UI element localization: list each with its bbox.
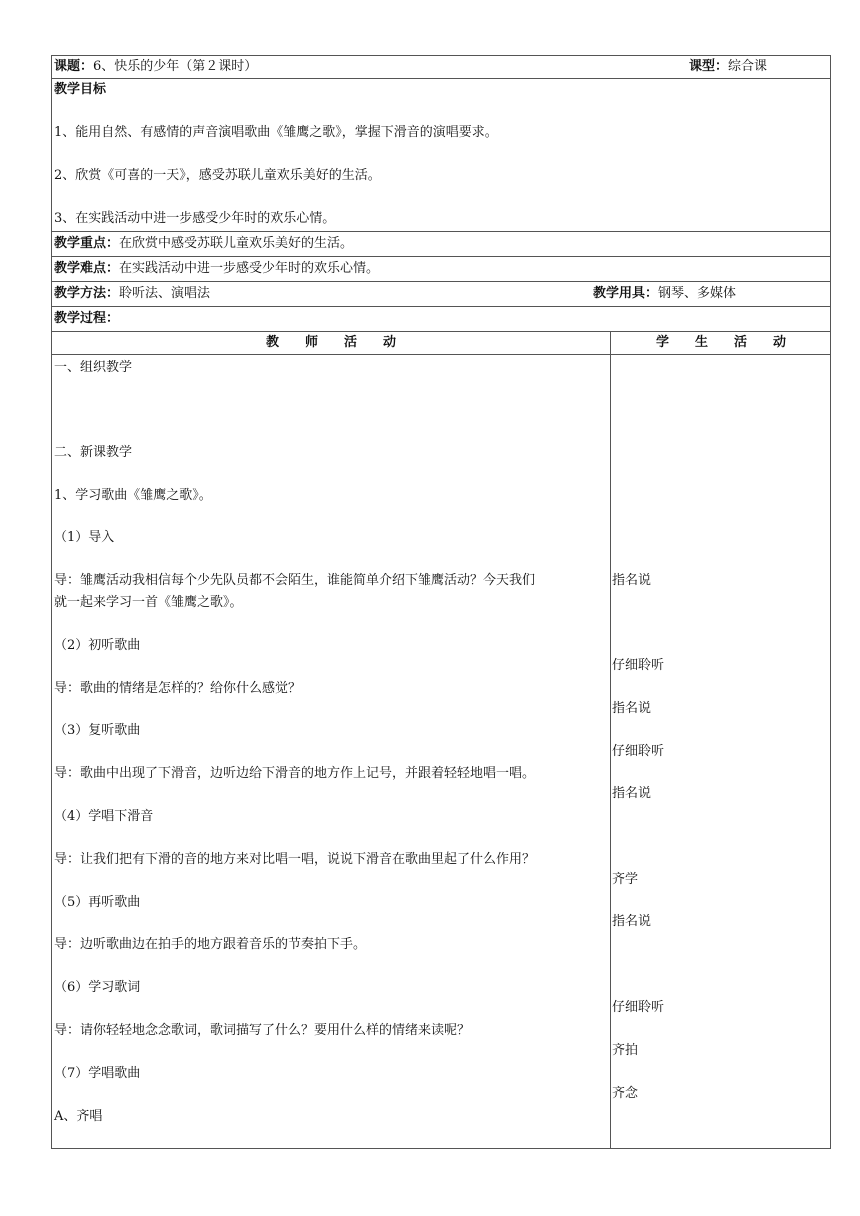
- teacher-line: 导：让我们把有下滑的音的地方来对比唱一唱，说说下滑音在歌曲里起了什么作用？: [54, 852, 536, 867]
- objectives-label: 教学目标: [54, 82, 107, 97]
- teacher-line: 就一起来学习一首《雏鹰之歌》。: [54, 595, 243, 610]
- type-value: 综合课: [728, 59, 768, 74]
- process-row: [52, 307, 830, 332]
- student-line: 指名说: [612, 701, 652, 716]
- student-line: 指名说: [612, 914, 652, 929]
- teacher-line: 导：请你轻轻地念念歌词，歌词描写了什么？要用什么样的情绪来读呢？: [54, 1023, 471, 1038]
- student-line: 齐拍: [612, 1043, 639, 1058]
- method-label: 教学方法：: [54, 286, 120, 301]
- teacher-line: （2）初听歌曲: [54, 638, 141, 653]
- teacher-line: 导：歌曲的情绪是怎样的？给你什么感觉？: [54, 681, 302, 696]
- process-label: 教学过程：: [54, 311, 120, 326]
- teacher-line: （1）导入: [54, 530, 115, 545]
- header-row: [52, 56, 830, 79]
- objective-item: 2、欣赏《可喜的一天》，感受苏联儿童欢乐美好的生活。: [54, 168, 381, 183]
- teacher-column-header: 教 师 活 动: [266, 335, 397, 350]
- teacher-line: （3）复听歌曲: [54, 723, 141, 738]
- teacher-line: （4）学唱下滑音: [54, 809, 154, 824]
- teacher-line: （6）学习歌词: [54, 980, 141, 995]
- student-line: 指名说: [612, 786, 652, 801]
- student-column-header: 学 生 活 动: [656, 335, 787, 350]
- student-line: 仔细聆听: [612, 744, 665, 759]
- lesson-plan-table: [51, 55, 831, 1149]
- type-label: 课型：: [689, 59, 729, 74]
- objectives-row: [52, 79, 830, 232]
- objective-item: 3、在实践活动中进一步感受少年时的欢乐心情。: [54, 211, 336, 226]
- teacher-line: 导：歌曲中出现了下滑音，边听边给下滑音的地方作上记号，并跟着轻轻地唱一唱。: [54, 766, 536, 781]
- key-point-label: 教学重点：: [54, 236, 120, 251]
- column-divider: [610, 332, 611, 1148]
- key-point-row: [52, 232, 830, 257]
- tools-value: 钢琴、多媒体: [658, 286, 737, 301]
- student-line: 齐念: [612, 1086, 639, 1101]
- difficulty-row: [52, 257, 830, 282]
- teacher-line: 导：雏鹰活动我相信每个少先队员都不会陌生，谁能简单介绍下雏鹰活动？今天我们: [54, 573, 536, 588]
- teacher-line: （7）学唱歌曲: [54, 1066, 141, 1081]
- topic-label: 课题：: [54, 59, 94, 74]
- teacher-line: （5）再听歌曲: [54, 895, 141, 910]
- teacher-line: 1、学习歌曲《雏鹰之歌》。: [54, 488, 212, 503]
- difficulty-value: 在实践活动中进一步感受少年时的欢乐心情。: [119, 261, 380, 276]
- topic: [54, 58, 257, 76]
- student-line: 仔细聆听: [612, 658, 665, 673]
- student-line: 齐学: [612, 872, 639, 887]
- teacher-line: A、齐唱: [54, 1109, 103, 1124]
- topic-value: 6、快乐的少年（第２课时）: [93, 59, 258, 74]
- objective-item: 1、能用自然、有感情的声音演唱歌曲《雏鹰之歌》，掌握下滑音的演唱要求。: [54, 125, 498, 140]
- method-row: [52, 282, 830, 307]
- tools-label: 教学用具：: [593, 286, 659, 301]
- column-header-row: [52, 332, 830, 355]
- student-line: 仔细聆听: [612, 1000, 665, 1015]
- teacher-line: 一、组织教学: [54, 360, 133, 375]
- difficulty-label: 教学难点：: [54, 261, 120, 276]
- teacher-line: 二、新课教学: [54, 445, 133, 460]
- lesson-type: [689, 58, 767, 76]
- key-point-value: 在欣赏中感受苏联儿童欢乐美好的生活。: [119, 236, 354, 251]
- student-line: 指名说: [612, 573, 652, 588]
- teacher-line: 导：边听歌曲边在拍手的地方跟着音乐的节奏拍下手。: [54, 937, 367, 952]
- method-value: 聆听法、演唱法: [119, 286, 211, 301]
